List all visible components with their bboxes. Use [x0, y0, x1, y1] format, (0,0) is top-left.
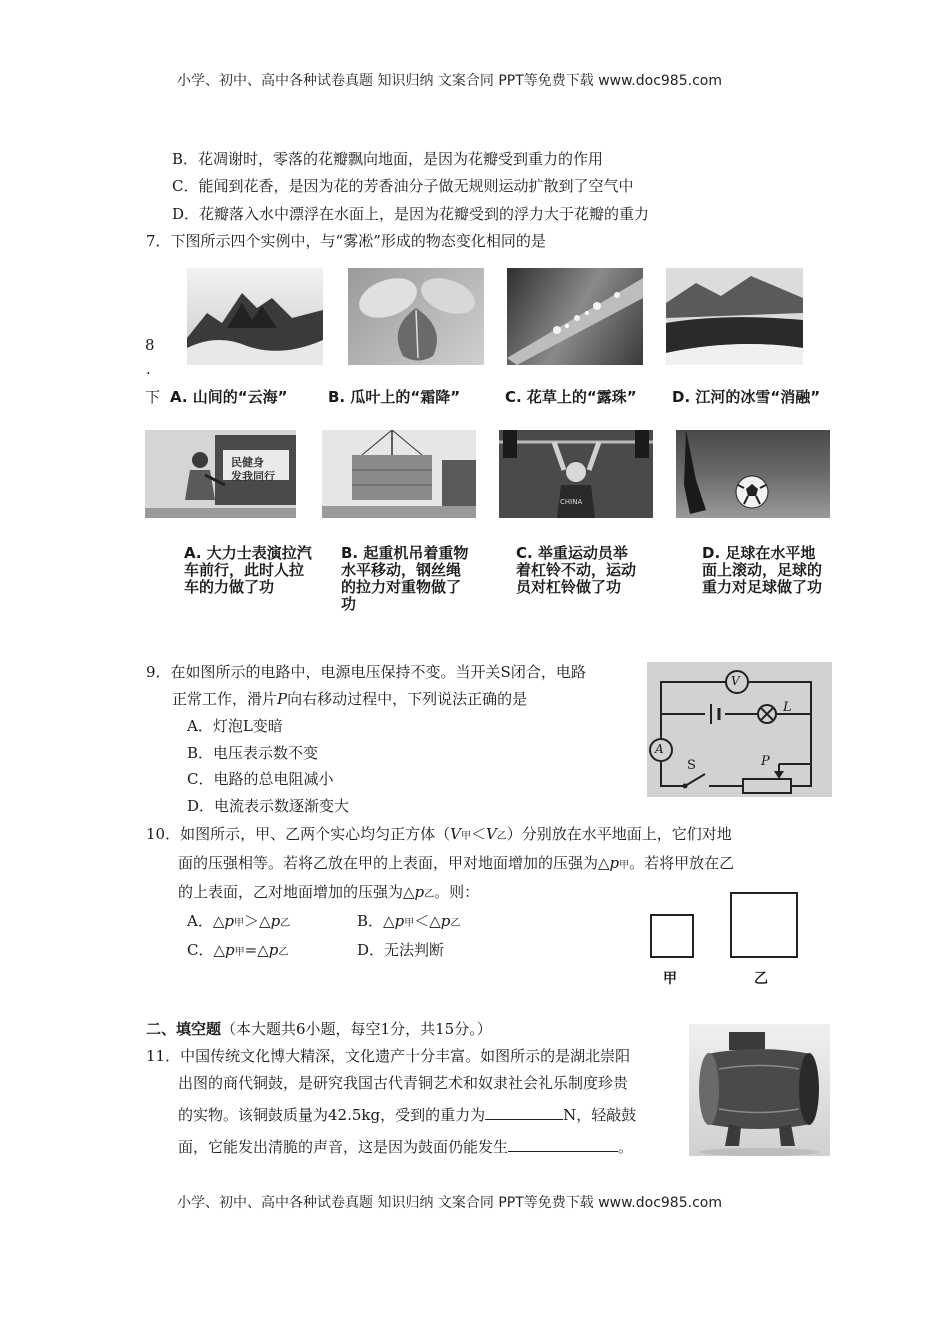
page-footer: 小学、初中、高中各种试卷真题 知识归纳 文案合同 PPT等免费下载 www.doc985.com — [177, 1195, 722, 1211]
q7-caption-d: D. 江河的冰雪“消融” — [672, 388, 821, 406]
q6-option-d: D．花瓣落入水中漂浮在水面上，是因为花瓣受到的浮力大于花瓣的重力 — [172, 205, 650, 223]
q11-line4: 面，它能发出清脆的声音，这是因为鼓面仍能发生 。 — [178, 1138, 634, 1156]
q7-caption-c: C. 花草上的“露珠” — [505, 388, 637, 406]
cube-jia — [650, 914, 694, 958]
q7-image-frost-leaf — [348, 268, 484, 365]
lamp-label: L — [783, 700, 792, 715]
q7-image-ice-melting — [666, 268, 803, 365]
ammeter-label: A — [655, 742, 664, 756]
q6-option-c: C．能闻到花香，是因为花的芳香油分子做无规则运动扩散到了空气中 — [172, 177, 634, 195]
truck-sign-line1: 民健身 — [231, 456, 264, 469]
page-header: 小学、初中、高中各种试卷真题 知识归纳 文案合同 PPT等免费下载 www.doc985.com — [177, 73, 722, 89]
voltmeter-label: V — [731, 674, 740, 688]
q9-option-a: A．灯泡L变暗 — [187, 717, 283, 735]
q8-number: 8 — [145, 336, 155, 354]
q9-stem-line2: 正常工作，滑片P向右移动过程中，下列说法正确的是 — [172, 690, 528, 708]
q8-caption-c: C. 举重运动员举着杠铃不动，运动员对杠铃做了功 — [516, 544, 637, 596]
q8-number-dot: . — [146, 360, 151, 378]
q8-image-soccer-ball — [676, 430, 830, 518]
q11-line1: 11．中国传统文化博大精深，文化遗产十分丰富。如图所示的是湖北崇阳 — [146, 1047, 631, 1065]
q8-image-pulling-truck — [145, 430, 296, 518]
q8-image-weightlifter — [499, 430, 653, 518]
shirt-text: CHINA — [560, 498, 583, 506]
q9-option-d: D．电流表示数逐渐变大 — [187, 797, 350, 815]
q10-stem-line1: 10．如图所示，甲、乙两个实心均匀正方体（V甲＜V乙）分别放在水平地面上，它们对地 — [146, 825, 732, 843]
q8-caption-a: A. 大力士表演拉汽车前行，此时人拉车的力做了功 — [184, 544, 312, 596]
truck-sign-line2: 发我同行 — [231, 470, 275, 483]
q11-bronze-drum-image — [689, 1024, 830, 1156]
q8-caption-b: B. 起重机吊着重物水平移动，钢丝绳的拉力对重物做了功 — [341, 544, 469, 613]
q10-stem-line2: 面的压强相等。若将乙放在甲的上表面，甲对地面增加的压强为△p甲。若将甲放在乙 — [178, 854, 735, 872]
cube-yi-label: 乙 — [754, 971, 768, 987]
q7-caption-b: B. 瓜叶上的“霜降” — [328, 388, 461, 406]
q9-circuit-diagram — [647, 662, 832, 797]
cube-yi — [730, 892, 798, 958]
q7-stem: 7．下图所示四个实例中，与“雾凇”形成的物态变化相同的是 — [146, 232, 546, 250]
q10-option-a: A．△p甲＞△p乙 — [187, 912, 291, 930]
q9-option-c: C．电路的总电阻减小 — [187, 770, 334, 788]
q8-caption-d: D. 足球在水平地面上滚动，足球的重力对足球做了功 — [702, 544, 823, 596]
q9-stem-line1: 9．在如图所示的电路中，电源电压保持不变。当开关S闭合，电路 — [146, 663, 586, 681]
q11-blank-gravity[interactable] — [485, 1105, 563, 1120]
q7-caption-a: A. 山间的“云海” — [170, 388, 288, 406]
q11-line3: 的实物。该铜鼓质量为42.5kg，受到的重力为 N，轻敲鼓 — [178, 1106, 637, 1124]
q10-option-c: C．△p甲=△p乙 — [187, 941, 289, 959]
q11-line2: 出图的商代铜鼓，是研究我国古代青铜艺术和奴隶社会礼乐制度珍贵 — [178, 1074, 629, 1092]
q8-stem-fragment: 下 — [145, 388, 161, 406]
q8-image-crane — [322, 430, 476, 518]
q11-blank-vibration[interactable] — [508, 1137, 618, 1152]
q10-option-d: D．无法判断 — [357, 941, 445, 959]
q7-image-cloud-sea — [187, 268, 323, 365]
switch-label: S — [687, 758, 696, 773]
q6-option-b: B．花凋谢时，零落的花瓣飘向地面，是因为花瓣受到重力的作用 — [172, 150, 604, 168]
cube-jia-label: 甲 — [663, 971, 677, 987]
slider-label: P — [761, 754, 770, 769]
q7-image-dew-drops — [507, 268, 643, 365]
q10-option-b: B．△p甲＜△p乙 — [357, 912, 461, 930]
section-2-heading: 二、填空题（本大题共6小题，每空1分，共15分。） — [146, 1020, 492, 1038]
q9-option-b: B．电压表示数不变 — [187, 744, 319, 762]
q10-stem-line3: 的上表面，乙对地面增加的压强为△p乙。则： — [178, 883, 480, 901]
